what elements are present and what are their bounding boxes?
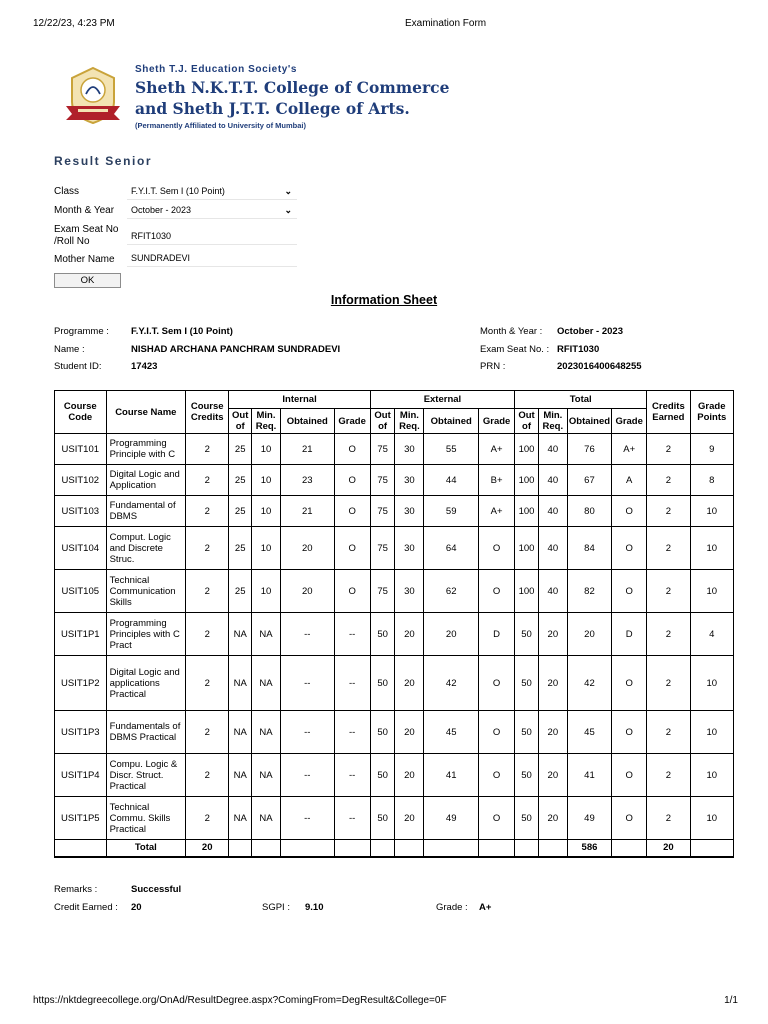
external-out-of: 75 [370, 465, 395, 496]
total-out-of: 100 [515, 434, 539, 465]
external-grade: O [479, 797, 515, 840]
internal-obtained: 21 [280, 434, 334, 465]
marks-table [54, 390, 734, 858]
student-id-value: 17423 [131, 361, 158, 372]
total-label: Total [106, 840, 185, 857]
internal-out-of: NA [229, 754, 252, 797]
external-obtained: 45 [424, 711, 479, 754]
internal-obtained: -- [280, 754, 334, 797]
mother-name-input[interactable] [127, 251, 297, 267]
col-external: External [370, 391, 514, 409]
table-row [55, 527, 734, 570]
course-code: USIT101 [55, 434, 107, 465]
col-total-out-of: Out of [515, 409, 539, 434]
class-select[interactable] [127, 184, 297, 200]
grade-points: 10 [690, 570, 733, 613]
internal-grade: O [334, 465, 370, 496]
month-year-select-value: October - 2023 [131, 205, 192, 215]
grade-points: 8 [690, 465, 733, 496]
course-name: Programming Principle with C [106, 434, 185, 465]
affiliation-text: (Permanently Affiliated to University of Mumbai) [135, 121, 306, 130]
external-grade: A+ [479, 434, 515, 465]
internal-grade: -- [334, 613, 370, 656]
grade-points: 10 [690, 527, 733, 570]
internal-min-req: 10 [252, 527, 281, 570]
internal-min-req: NA [252, 754, 281, 797]
col-external-min-req: Min. Req. [395, 409, 424, 434]
internal-grade: -- [334, 711, 370, 754]
credits-earned: 2 [647, 496, 690, 527]
page-number: 1/1 [724, 995, 738, 1006]
credits-earned: 2 [647, 434, 690, 465]
course-code: USIT1P5 [55, 797, 107, 840]
grade-points: 9 [690, 434, 733, 465]
total-grade: O [612, 570, 647, 613]
external-grade: O [479, 754, 515, 797]
total-min-req: 40 [538, 570, 567, 613]
exam-seat-label-line2: /Roll No [54, 236, 90, 247]
table-row [55, 797, 734, 840]
internal-min-req: NA [252, 711, 281, 754]
print-timestamp: 12/22/23, 4:23 PM [33, 18, 115, 29]
exam-seat-input-value: RFIT1030 [131, 231, 172, 241]
col-total-min-req: Min. Req. [538, 409, 567, 434]
course-code: USIT1P3 [55, 711, 107, 754]
society-name: Sheth T.J. Education Society's [135, 64, 298, 75]
internal-out-of: NA [229, 613, 252, 656]
total-grade: O [612, 711, 647, 754]
internal-obtained: 21 [280, 496, 334, 527]
external-out-of: 50 [370, 754, 395, 797]
external-min-req: 30 [395, 527, 424, 570]
exam-seat-label [54, 224, 118, 248]
credits-earned: 2 [647, 613, 690, 656]
external-grade: O [479, 656, 515, 711]
table-row [55, 570, 734, 613]
external-obtained: 41 [424, 754, 479, 797]
total-grade: A [612, 465, 647, 496]
external-min-req: 30 [395, 496, 424, 527]
total-obtained: 76 [567, 434, 611, 465]
total-out-of: 50 [515, 754, 539, 797]
remarks-label: Remarks : [54, 884, 98, 895]
external-out-of: 50 [370, 613, 395, 656]
external-out-of: 75 [370, 434, 395, 465]
sgpi-label: SGPI : [262, 902, 290, 913]
internal-obtained: 23 [280, 465, 334, 496]
external-grade: O [479, 570, 515, 613]
total-min-req: 20 [538, 711, 567, 754]
internal-grade: -- [334, 754, 370, 797]
course-name: Comput. Logic and Discrete Struc. [106, 527, 185, 570]
total-grade: A+ [612, 434, 647, 465]
name-label: Name : [54, 344, 85, 355]
internal-out-of: 25 [229, 496, 252, 527]
internal-obtained: -- [280, 797, 334, 840]
grade-points: 4 [690, 613, 733, 656]
course-name: Compu. Logic & Discr. Struct. Practical [106, 754, 185, 797]
programme-value: F.Y.I.T. Sem I (10 Point) [131, 326, 233, 337]
info-month-year-label: Month & Year : [480, 326, 543, 337]
total-out-of: 100 [515, 465, 539, 496]
print-header [33, 18, 735, 32]
course-name: Fundamental of DBMS [106, 496, 185, 527]
internal-obtained: 20 [280, 570, 334, 613]
total-obtained: 67 [567, 465, 611, 496]
course-name: Digital Logic and Application [106, 465, 185, 496]
table-row [55, 496, 734, 527]
internal-out-of: NA [229, 656, 252, 711]
internal-out-of: 25 [229, 434, 252, 465]
external-obtained: 55 [424, 434, 479, 465]
external-min-req: 30 [395, 570, 424, 613]
sgpi-value: 9.10 [305, 902, 324, 913]
course-code: USIT104 [55, 527, 107, 570]
course-name: Technical Commu. Skills Practical [106, 797, 185, 840]
course-credits: 2 [186, 465, 229, 496]
col-internal-grade: Grade [334, 409, 370, 434]
external-grade: O [479, 711, 515, 754]
exam-seat-label-line1: Exam Seat No [54, 224, 119, 235]
course-credits: 2 [186, 754, 229, 797]
course-credits: 2 [186, 797, 229, 840]
external-min-req: 30 [395, 434, 424, 465]
external-out-of: 50 [370, 797, 395, 840]
total-out-of: 50 [515, 613, 539, 656]
exam-seat-input[interactable] [127, 229, 297, 245]
info-month-year-value: October - 2023 [557, 326, 623, 337]
internal-obtained: 20 [280, 527, 334, 570]
col-external-out-of: Out of [370, 409, 395, 434]
total-min-req: 40 [538, 496, 567, 527]
prn-label: PRN : [480, 361, 506, 372]
credits-earned: 2 [647, 465, 690, 496]
course-name: Technical Communication Skills [106, 570, 185, 613]
internal-grade: -- [334, 656, 370, 711]
credits-earned: 2 [647, 797, 690, 840]
external-grade: A+ [479, 496, 515, 527]
grade-value: A+ [479, 902, 492, 913]
total-out-of: 50 [515, 656, 539, 711]
external-min-req: 20 [395, 711, 424, 754]
internal-out-of: 25 [229, 570, 252, 613]
col-internal-out-of: Out of [229, 409, 252, 434]
grade-points: 10 [690, 496, 733, 527]
total-out-of: 50 [515, 797, 539, 840]
total-out-of: 100 [515, 496, 539, 527]
credit-earned-value: 20 [131, 902, 142, 913]
external-obtained: 59 [424, 496, 479, 527]
col-course-code: Course Code [55, 391, 107, 434]
class-select-value: F.Y.I.T. Sem I (10 Point) [131, 186, 225, 196]
internal-out-of: 25 [229, 465, 252, 496]
credits-earned: 2 [647, 656, 690, 711]
external-min-req: 20 [395, 613, 424, 656]
month-year-select[interactable] [127, 203, 297, 219]
mother-name-label: Mother Name [54, 254, 115, 265]
total-out-of: 50 [515, 711, 539, 754]
month-year-label: Month & Year [54, 205, 115, 216]
credits-earned: 2 [647, 754, 690, 797]
class-label: Class [54, 186, 80, 197]
chevron-down-icon: ⌄ [284, 186, 292, 196]
grade-points: 10 [690, 656, 733, 711]
col-internal: Internal [229, 391, 370, 409]
external-out-of: 50 [370, 711, 395, 754]
total-grade: O [612, 496, 647, 527]
internal-grade: O [334, 496, 370, 527]
course-credits: 2 [186, 434, 229, 465]
col-credits-earned: Credits Earned [647, 391, 690, 434]
grade-points: 10 [690, 797, 733, 840]
course-code: USIT103 [55, 496, 107, 527]
credits-earned: 2 [647, 570, 690, 613]
external-grade: D [479, 613, 515, 656]
internal-obtained: -- [280, 656, 334, 711]
col-total-grade: Grade [612, 409, 647, 434]
external-grade: B+ [479, 465, 515, 496]
total-obtained: 84 [567, 527, 611, 570]
information-sheet-title: Information Sheet [330, 293, 438, 307]
course-credits: 2 [186, 496, 229, 527]
grade-points: 10 [690, 711, 733, 754]
external-out-of: 75 [370, 496, 395, 527]
grade-points: 10 [690, 754, 733, 797]
col-course-name: Course Name [106, 391, 185, 434]
col-external-obtained: Obtained [424, 409, 479, 434]
course-code: USIT1P2 [55, 656, 107, 711]
external-out-of: 75 [370, 570, 395, 613]
internal-min-req: NA [252, 656, 281, 711]
internal-obtained: -- [280, 711, 334, 754]
internal-min-req: 10 [252, 465, 281, 496]
total-credits-earned: 20 [647, 840, 690, 857]
course-credits: 2 [186, 570, 229, 613]
course-name: Programming Principles with C Pract [106, 613, 185, 656]
total-obtained: 80 [567, 496, 611, 527]
grade-label: Grade : [436, 902, 468, 913]
credit-earned-label: Credit Earned : [54, 902, 118, 913]
col-course-credits: Course Credits [186, 391, 229, 434]
print-page-title: Examination Form [405, 18, 487, 29]
table-header-row [55, 391, 734, 409]
total-grade: O [612, 527, 647, 570]
course-code: USIT105 [55, 570, 107, 613]
internal-grade: O [334, 570, 370, 613]
internal-min-req: NA [252, 797, 281, 840]
total-grade: O [612, 656, 647, 711]
college-crest-icon [64, 66, 122, 126]
course-credits: 2 [186, 711, 229, 754]
external-grade: O [479, 527, 515, 570]
internal-out-of: 25 [229, 527, 252, 570]
total-grade: D [612, 613, 647, 656]
internal-out-of: NA [229, 711, 252, 754]
table-row [55, 754, 734, 797]
total-min-req: 40 [538, 527, 567, 570]
external-obtained: 62 [424, 570, 479, 613]
prn-value: 2023016400648255 [557, 361, 642, 372]
table-row [55, 711, 734, 754]
course-credits: 2 [186, 527, 229, 570]
external-obtained: 42 [424, 656, 479, 711]
total-grade: O [612, 754, 647, 797]
external-min-req: 20 [395, 754, 424, 797]
total-min-req: 20 [538, 613, 567, 656]
total-out-of: 100 [515, 570, 539, 613]
total-grade: O [612, 797, 647, 840]
internal-min-req: 10 [252, 570, 281, 613]
ok-button[interactable]: OK [54, 273, 121, 288]
college-name-line2: and Sheth J.T.T. College of Arts. [135, 99, 410, 118]
external-obtained: 20 [424, 613, 479, 656]
total-obtained: 42 [567, 656, 611, 711]
total-obtained: 49 [567, 797, 611, 840]
total-min-req: 40 [538, 465, 567, 496]
table-total-row [55, 840, 734, 857]
internal-min-req: 10 [252, 496, 281, 527]
col-external-grade: Grade [479, 409, 515, 434]
student-id-label: Student ID: [54, 361, 102, 372]
total-min-req: 20 [538, 754, 567, 797]
total-credits: 20 [186, 840, 229, 857]
mother-name-input-value: SUNDRADEVI [131, 253, 191, 263]
col-total: Total [515, 391, 647, 409]
external-min-req: 30 [395, 465, 424, 496]
course-code: USIT102 [55, 465, 107, 496]
internal-obtained: -- [280, 613, 334, 656]
course-credits: 2 [186, 613, 229, 656]
total-obtained: 45 [567, 711, 611, 754]
info-seat-value: RFIT1030 [557, 344, 600, 355]
total-obtained: 41 [567, 754, 611, 797]
total-obtained-sum: 586 [567, 840, 611, 857]
total-obtained: 82 [567, 570, 611, 613]
info-seat-label: Exam Seat No. : [480, 344, 550, 355]
total-out-of: 100 [515, 527, 539, 570]
table-row [55, 613, 734, 656]
col-total-obtained: Obtained [567, 409, 611, 434]
table-row [55, 434, 734, 465]
credits-earned: 2 [647, 711, 690, 754]
table-row [55, 656, 734, 711]
total-min-req: 20 [538, 797, 567, 840]
credits-earned: 2 [647, 527, 690, 570]
table-row [55, 465, 734, 496]
result-section-title: Result Senior [54, 154, 153, 168]
page-url: https://nktdegreecollege.org/OnAd/ResultDegree.aspx?ComingFrom=DegResult&College=0F [33, 995, 447, 1006]
external-obtained: 44 [424, 465, 479, 496]
external-min-req: 20 [395, 656, 424, 711]
total-obtained: 20 [567, 613, 611, 656]
total-min-req: 40 [538, 434, 567, 465]
total-min-req: 20 [538, 656, 567, 711]
internal-grade: O [334, 434, 370, 465]
external-out-of: 75 [370, 527, 395, 570]
course-credits: 2 [186, 656, 229, 711]
col-grade-points: Grade Points [690, 391, 733, 434]
remarks-value: Successful [131, 884, 182, 895]
name-value: NISHAD ARCHANA PANCHRAM SUNDRADEVI [131, 344, 341, 355]
course-name: Digital Logic and applications Practical [106, 656, 185, 711]
internal-min-req: 10 [252, 434, 281, 465]
col-internal-obtained: Obtained [280, 409, 334, 434]
course-name: Fundamentals of DBMS Practical [106, 711, 185, 754]
internal-grade: O [334, 527, 370, 570]
col-internal-min-req: Min. Req. [252, 409, 281, 434]
course-code: USIT1P1 [55, 613, 107, 656]
course-code: USIT1P4 [55, 754, 107, 797]
external-obtained: 64 [424, 527, 479, 570]
chevron-down-icon: ⌄ [284, 205, 292, 215]
college-name-line1: Sheth N.K.T.T. College of Commerce [135, 78, 450, 97]
internal-out-of: NA [229, 797, 252, 840]
programme-label: Programme : [54, 326, 109, 337]
external-obtained: 49 [424, 797, 479, 840]
internal-min-req: NA [252, 613, 281, 656]
external-min-req: 20 [395, 797, 424, 840]
external-out-of: 50 [370, 656, 395, 711]
internal-grade: -- [334, 797, 370, 840]
